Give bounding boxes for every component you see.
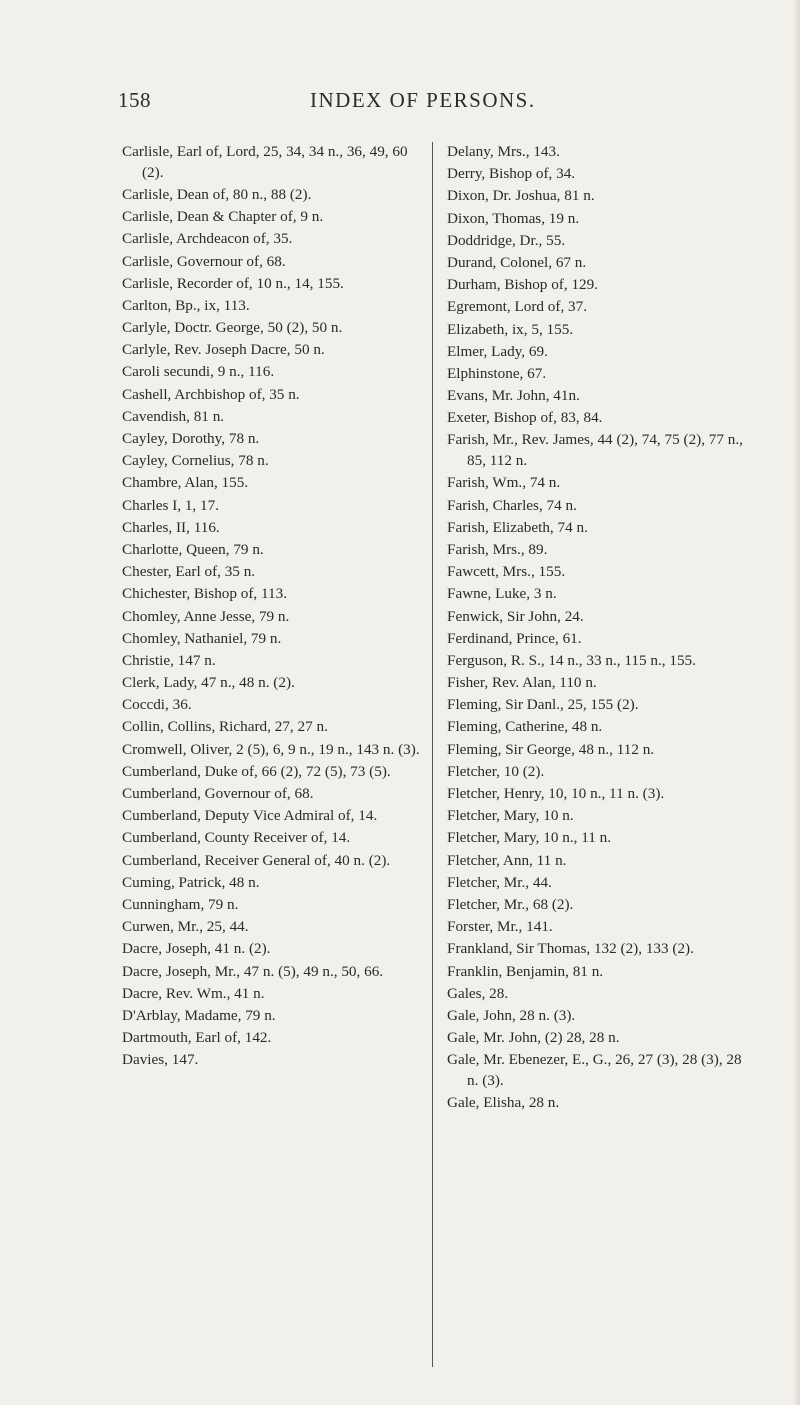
index-entry: Cumberland, Receiver General of, 40 n. (2). (122, 851, 391, 869)
index-entry: Dartmouth, Earl of, 142. (122, 1029, 272, 1047)
index-entry: Dacre, Rev. Wm., 41 n. (122, 984, 265, 1002)
index-entry: Cashell, Archbishop of, 35 n. (122, 385, 300, 403)
index-entry: Farish, Mr., Rev. James, 44 (2), 74, 75 (2), 77 n., 85, 112 n. (447, 431, 743, 470)
index-entry: Christie, 147 n. (122, 651, 216, 669)
index-column-left (122, 142, 432, 1072)
index-entry: Collin, Collins, Richard, 27, 27 n. (122, 718, 328, 736)
index-entry: Fisher, Rev. Alan, 110 n. (447, 674, 597, 692)
page-header (110, 88, 680, 118)
index-entry: Carlton, Bp., ix, 113. (122, 296, 250, 314)
index-entry: Elphinstone, 67. (447, 364, 547, 382)
index-entry: Chester, Earl of, 35 n. (122, 563, 256, 581)
index-entry: Exeter, Bishop of, 83, 84. (447, 409, 603, 427)
index-entry: Fletcher, Mary, 10 n., 11 n. (447, 829, 612, 847)
index-entry: Durham, Bishop of, 129. (447, 276, 599, 294)
index-entry: Carlyle, Rev. Joseph Dacre, 50 n. (122, 341, 325, 359)
index-entry: Doddridge, Dr., 55. (447, 231, 566, 249)
index-entry: Clerk, Lady, 47 n., 48 n. (2). (122, 674, 295, 692)
index-entry: Caroli secundi, 9 n., 116. (122, 363, 275, 381)
index-entry: Dixon, Thomas, 19 n. (447, 209, 580, 227)
index-entry: Chomley, Anne Jesse, 79 n. (122, 607, 290, 625)
index-entry: Charles, II, 116. (122, 518, 220, 536)
index-entry: Fletcher, 10 (2). (447, 762, 545, 780)
index-entry: Cumberland, Governour of, 68. (122, 785, 314, 803)
index-entry: Carlisle, Earl of, Lord, 25, 34, 34 n., 36, 49, 60 (2). (122, 143, 408, 181)
index-entry: Carlyle, Doctr. George, 50 (2), 50 n. (122, 319, 343, 337)
index-entry: Farish, Mrs., 89. (447, 540, 548, 558)
index-entry: Fletcher, Mary, 10 n. (447, 807, 574, 825)
index-entry: Fletcher, Mr., 68 (2). (447, 895, 574, 913)
index-entry: Cayley, Dorothy, 78 n. (122, 430, 260, 448)
index-entry: Durand, Colonel, 67 n. (447, 253, 587, 271)
index-entry: Fleming, Sir Danl., 25, 155 (2). (447, 696, 639, 714)
index-entry: Chambre, Alan, 155. (122, 474, 249, 492)
index-entry: Farish, Wm., 74 n. (447, 474, 561, 492)
page-edge (794, 0, 800, 1405)
index-entry: Franklin, Benjamin, 81 n. (447, 962, 604, 980)
index-entry: Elizabeth, ix, 5, 155. (447, 320, 574, 338)
running-head: INDEX OF PERSONS. (310, 88, 536, 112)
index-entry: Cunningham, 79 n. (122, 895, 239, 913)
index-entry: Carlisle, Recorder of, 10 n., 14, 155. (122, 274, 344, 292)
index-entry: Cumberland, Deputy Vice Admiral of, 14. (122, 807, 378, 825)
index-entry: Carlisle, Governour of, 68. (122, 252, 286, 270)
index-entry: D'Arblay, Madame, 79 n. (122, 1006, 276, 1024)
index-entry: Davies, 147. (122, 1051, 199, 1069)
index-entry: Cromwell, Oliver, 2 (5), 6, 9 n., 19 n., 143 n. (3). (122, 740, 420, 758)
index-entry: Gale, Mr. John, (2) 28, 28 n. (447, 1029, 620, 1047)
index-entry: Fawne, Luke, 3 n. (447, 585, 557, 603)
index-entry: Dixon, Dr. Joshua, 81 n. (447, 187, 595, 205)
index-entry: Gale, John, 28 n. (3). (447, 1006, 576, 1024)
index-entry: Gales, 28. (447, 984, 509, 1002)
index-entry: Gale, Elisha, 28 n. (447, 1094, 560, 1112)
index-entry: Coccdi, 36. (122, 696, 192, 714)
index-entry: Derry, Bishop of, 34. (447, 165, 576, 183)
page-number: 158 (118, 88, 151, 112)
index-entry: Farish, Elizabeth, 74 n. (447, 518, 588, 536)
index-column-right (432, 142, 743, 1367)
index-entry: Carlisle, Dean & Chapter of, 9 n. (122, 208, 324, 226)
index-entry: Ferguson, R. S., 14 n., 33 n., 115 n., 155. (447, 651, 696, 669)
index-entry: Delany, Mrs., 143. (447, 143, 560, 160)
index-entry: Cumberland, Duke of, 66 (2), 72 (5), 73 (5). (122, 762, 391, 780)
index-entry: Fletcher, Mr., 44. (447, 873, 552, 891)
index-entry: Charles I, 1, 17. (122, 496, 220, 514)
index-entry: Cumberland, County Receiver of, 14. (122, 829, 351, 847)
index-entry: Fletcher, Henry, 10, 10 n., 11 n. (3). (447, 785, 665, 803)
index-entry: Elmer, Lady, 69. (447, 342, 548, 360)
index-entry: Charlotte, Queen, 79 n. (122, 540, 264, 558)
index-entry: Farish, Charles, 74 n. (447, 496, 577, 514)
index-entry: Carlisle, Archdeacon of, 35. (122, 230, 293, 248)
index-entry: Fenwick, Sir John, 24. (447, 607, 584, 625)
index-entry: Evans, Mr. John, 41n. (447, 387, 580, 405)
index-entry: Curwen, Mr., 25, 44. (122, 918, 249, 936)
index-entry: Carlisle, Dean of, 80 n., 88 (2). (122, 185, 312, 203)
index-entry: Chichester, Bishop of, 113. (122, 585, 288, 603)
index-entry: Chomley, Nathaniel, 79 n. (122, 629, 282, 647)
index-entry: Forster, Mr., 141. (447, 918, 553, 936)
index-entry: Fawcett, Mrs., 155. (447, 563, 566, 581)
index-entry: Frankland, Sir Thomas, 132 (2), 133 (2). (447, 940, 694, 958)
index-entry: Cavendish, 81 n. (122, 407, 225, 425)
index-entry: Dacre, Joseph, 41 n. (2). (122, 940, 271, 958)
index-entry: Dacre, Joseph, Mr., 47 n. (5), 49 n., 50, 66. (122, 962, 384, 980)
index-entry: Egremont, Lord of, 37. (447, 298, 588, 316)
index-entry: Fletcher, Ann, 11 n. (447, 851, 567, 869)
index-entry: Gale, Mr. Ebenezer, E., G., 26, 27 (3), 28 (3), 28 n. (3). (447, 1051, 742, 1090)
index-entry: Fleming, Sir George, 48 n., 112 n. (447, 740, 655, 758)
index-entry: Fleming, Catherine, 48 n. (447, 718, 603, 736)
index-entry: Cuming, Patrick, 48 n. (122, 873, 260, 891)
index-entry: Ferdinand, Prince, 61. (447, 629, 582, 647)
index-entry: Cayley, Cornelius, 78 n. (122, 452, 269, 470)
